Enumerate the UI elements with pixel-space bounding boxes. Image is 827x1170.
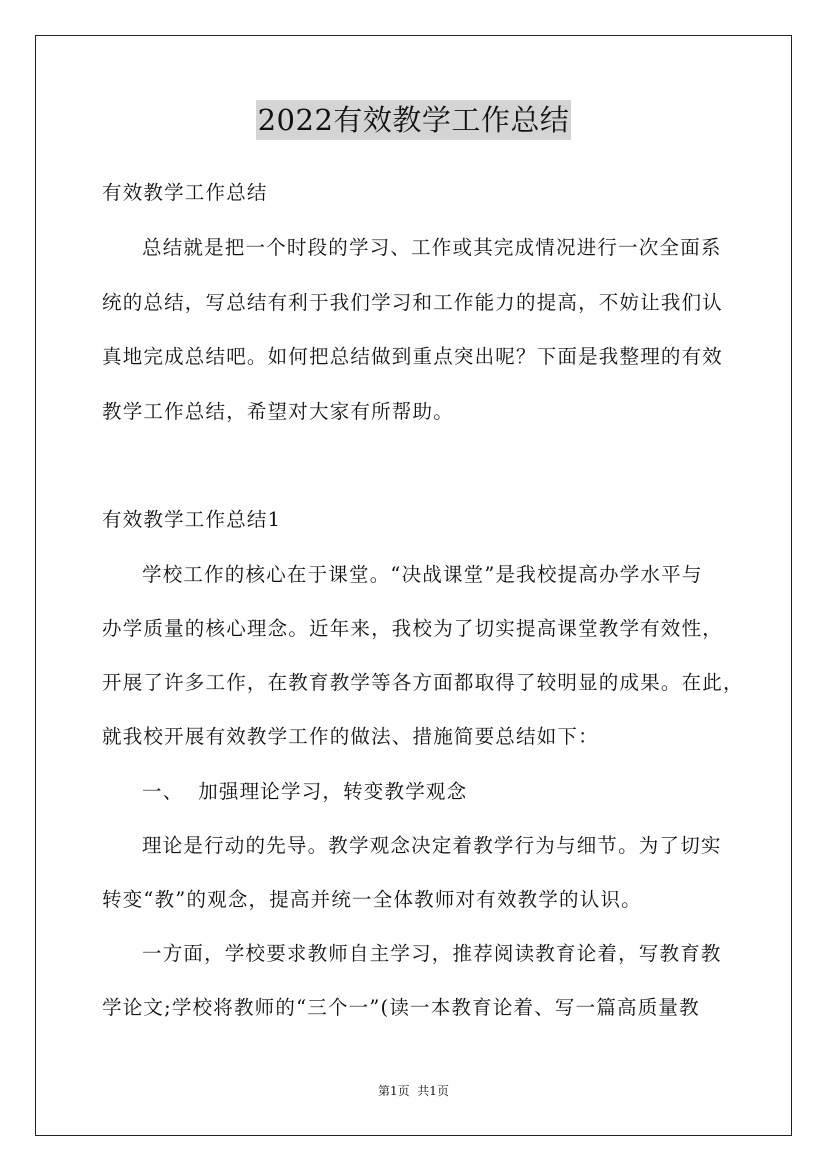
page-footer: 第1页 共1页 (378, 1084, 449, 1098)
intro-line-1: 总结就是把一个时段的学习、工作或其完成情况进行一次全面系 (142, 236, 722, 259)
section1-para1-line-1: 学校工作的核心在于课堂。“决战课堂”是我校提高办学水平与 (142, 563, 703, 586)
section1-para2-line-2: 转变“教”的观念，提高并统一全体教师对有效教学的认识。 (102, 888, 642, 911)
section1-para3-line-2: 学论文;学校将教师的“三个一”(读一本教育论着、写一篇高质量教 (102, 996, 700, 1019)
title-wrapper (0, 100, 827, 140)
section1-para1-line-2: 办学质量的核心理念。近年来，我校为了切实提高课堂教学有效性， (102, 617, 724, 640)
section1-para3-line-1: 一方面，学校要求教师自主学习，推荐阅读教育论着，写教育教 (142, 942, 722, 965)
intro-line-2: 统的总结，写总结有利于我们学习和工作能力的提高，不妨让我们认 (102, 291, 724, 314)
section1-para1-line-3: 开展了许多工作，在教育教学等各方面都取得了较明显的成果。在此， (102, 671, 744, 694)
document-title: 2022有效教学工作总结 (256, 100, 572, 140)
section1-heading: 有效教学工作总结1 (102, 508, 282, 531)
section1-para2-line-1: 理论是行动的先导。教学观念决定着教学行为与细节。为了切实 (142, 834, 722, 857)
intro-line-3: 真地完成总结吧。如何把总结做到重点突出呢？下面是我整理的有效 (102, 345, 724, 368)
intro-heading: 有效教学工作总结 (102, 181, 268, 204)
subheading-1: 一、 加强理论学习，转变教学观念 (142, 780, 468, 803)
section1-para1-line-4: 就我校开展有效教学工作的做法、措施简要总结如下： (102, 725, 599, 748)
intro-line-4: 教学工作总结，希望对大家有所帮助。 (102, 400, 454, 423)
